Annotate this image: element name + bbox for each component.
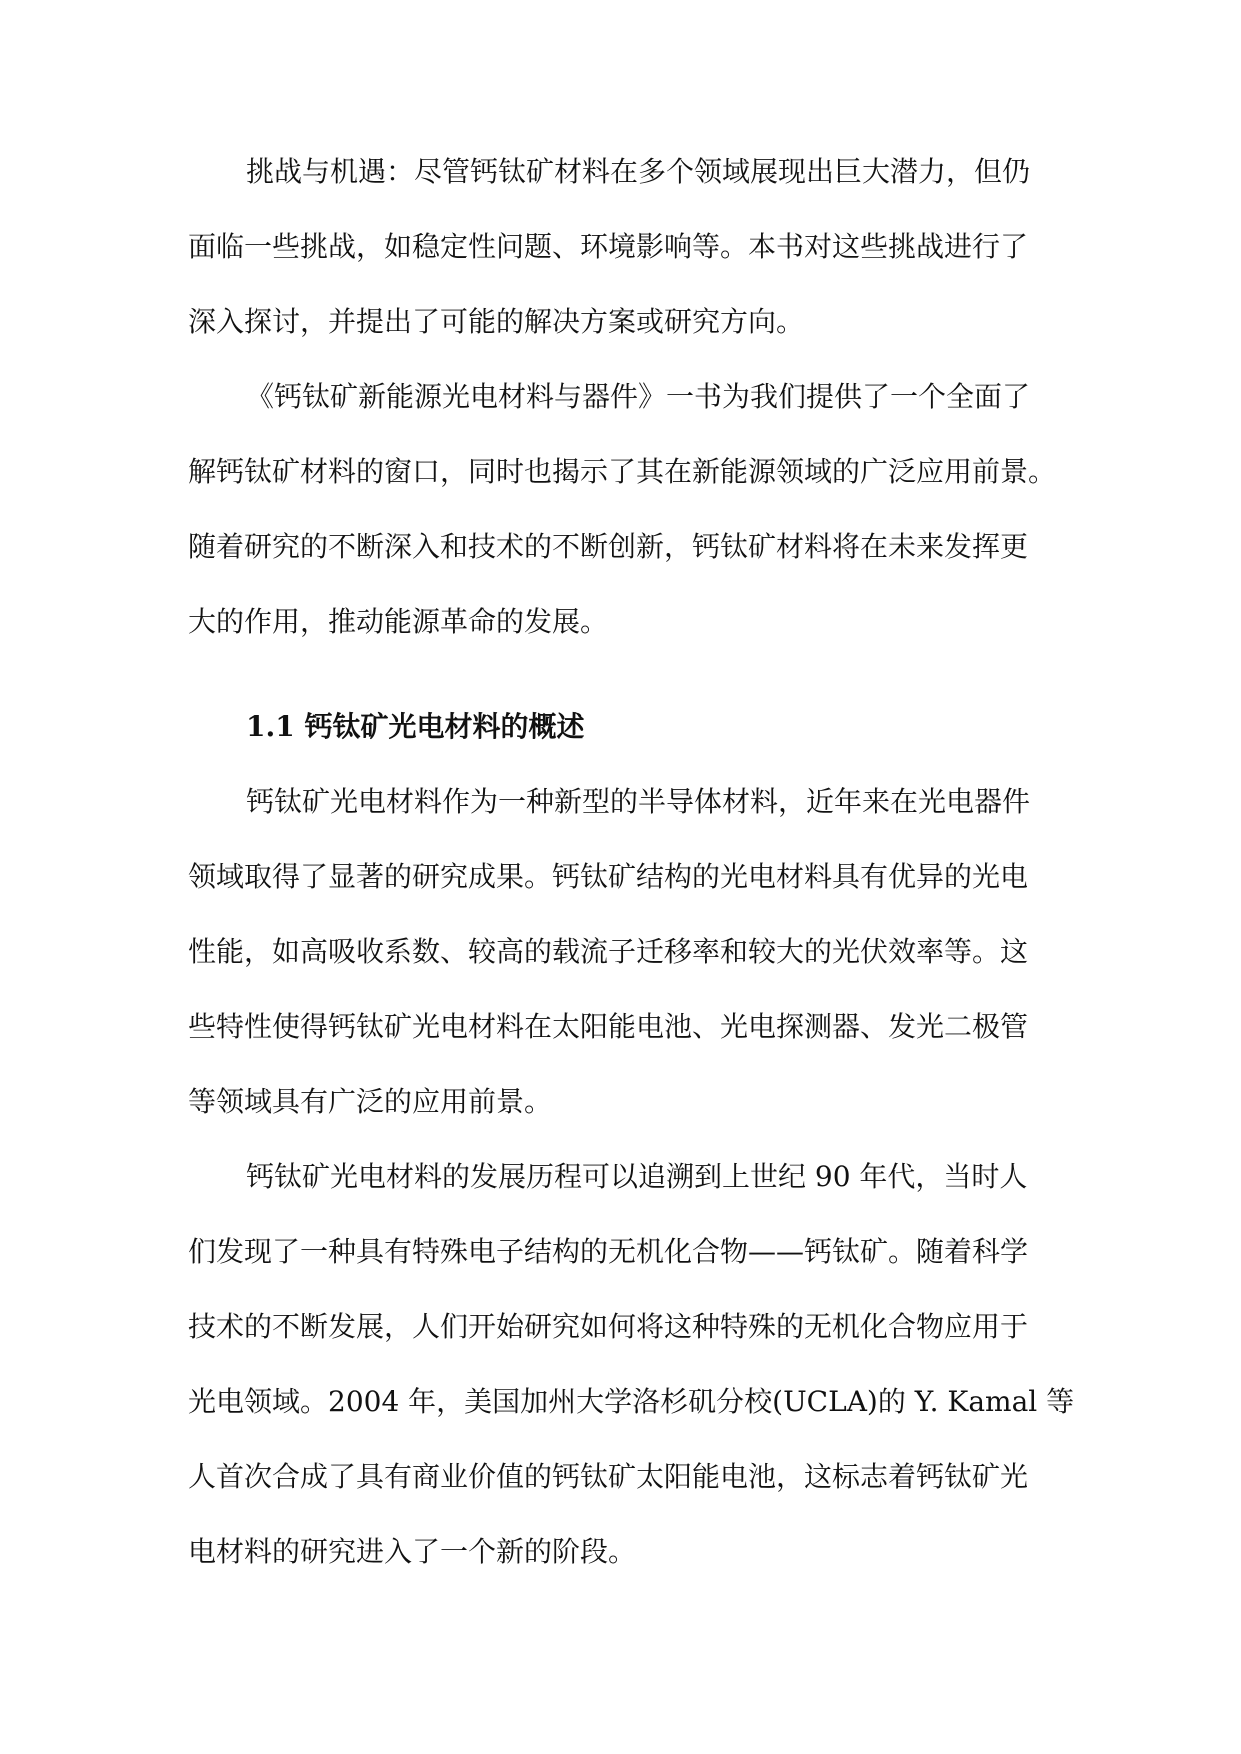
paragraph-line: 大的作用，推动能源革命的发展。: [188, 605, 609, 638]
paragraph-line: 领域取得了显著的研究成果。钙钛矿结构的光电材料具有优异的光电: [188, 860, 1029, 893]
paragraph-line: 随着研究的不断深入和技术的不断创新，钙钛矿材料将在未来发挥更: [188, 530, 1029, 563]
paragraph-line: 《钙钛矿新能源光电材料与器件》一书为我们提供了一个全面了: [246, 380, 1031, 413]
section-heading: 1.1 钙钛矿光电材料的概述: [246, 710, 585, 743]
paragraph-line: 挑战与机遇：尽管钙钛矿材料在多个领域展现出巨大潜力，但仍: [246, 155, 1031, 188]
paragraph-line: 人首次合成了具有商业价值的钙钛矿太阳能电池，这标志着钙钛矿光: [188, 1460, 1029, 1493]
paragraph-line: 解钙钛矿材料的窗口，同时也揭示了其在新能源领域的广泛应用前景。: [188, 455, 1057, 488]
paragraph-line: 钙钛矿光电材料的发展历程可以追溯到上世纪 90 年代，当时人: [246, 1160, 1028, 1193]
paragraph-line: 性能，如高吸收系数、较高的载流子迁移率和较大的光伏效率等。这: [188, 935, 1029, 968]
paragraph-history: [188, 1144, 1075, 1594]
page-content: [188, 139, 1075, 1594]
paragraph-book-summary: [188, 364, 1058, 664]
paragraph-line: 些特性使得钙钛矿光电材料在太阳能电池、光电探测器、发光二极管: [188, 1010, 1029, 1043]
paragraph-line: 钙钛矿光电材料作为一种新型的半导体材料，近年来在光电器件: [246, 785, 1031, 818]
paragraph-line: 等领域具有广泛的应用前景。: [188, 1085, 553, 1118]
paragraph-line: 们发现了一种具有特殊电子结构的无机化合物——钙钛矿。随着科学: [188, 1235, 1029, 1268]
paragraph-line: 面临一些挑战，如稳定性问题、环境影响等。本书对这些挑战进行了: [188, 230, 1029, 263]
paragraph-line: 技术的不断发展，人们开始研究如何将这种特殊的无机化合物应用于: [188, 1310, 1029, 1343]
paragraph-line: 深入探讨，并提出了可能的解决方案或研究方向。: [188, 305, 805, 338]
paragraph-line: 光电领域。2004 年，美国加州大学洛杉矶分校(UCLA)的 Y. Kamal 等: [188, 1385, 1075, 1418]
paragraph-challenges: [188, 139, 1058, 364]
paragraph-line: 电材料的研究进入了一个新的阶段。: [188, 1535, 637, 1568]
paragraph-overview: [188, 769, 1058, 1144]
